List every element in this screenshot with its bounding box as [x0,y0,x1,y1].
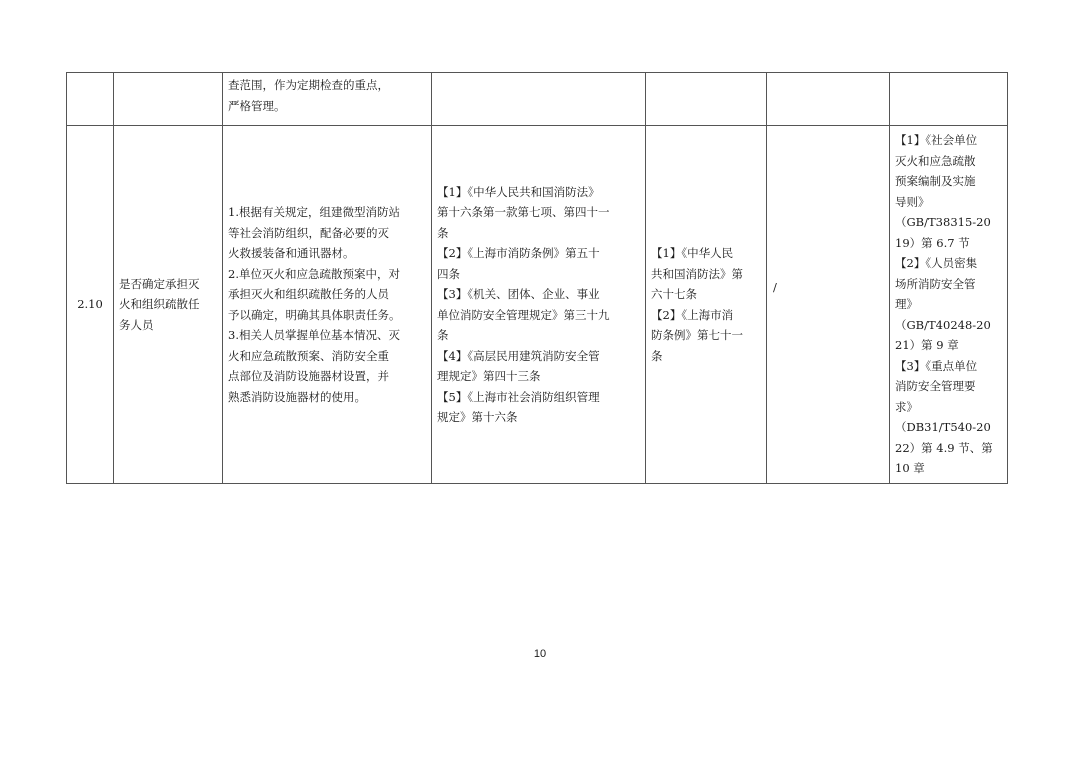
measure-text-line: 火和应急疏散预案、消防安全重 [228,348,389,363]
item-cell [114,73,223,126]
basis-text-line: 【5】《上海市社会消防组织管理 [437,389,600,404]
standard-cell [890,126,1008,484]
item-text-line: 火和组织疏散任 [119,297,200,312]
penalty-cell [646,73,767,126]
standard-text-line: （DB31/T540-20 [895,420,991,435]
basis-text-line: 理规定》第四十三条 [437,369,541,383]
item-text-line: 务人员 [119,317,154,332]
basis-text-line: 单位消防安全管理规定》第三十九 [437,307,610,322]
penalty-text-line: 共和国消防法》第 [651,266,743,281]
table-row-2-10 [67,126,1008,484]
regulation-table [66,72,1008,484]
table-row-continued [67,73,1008,126]
page-number: 10 [533,648,547,660]
standard-text-line: 10 章 [895,461,925,476]
measure-cell [223,73,432,126]
standard-text-line: 求》 [895,399,918,414]
standard-text-line: 【1】《社会单位 [895,133,978,148]
measure-text-line: 火救援装备和通讯器材。 [228,246,355,260]
penalty-text-line: 条 [651,348,663,363]
standard-text-line: 灭火和应急疏散 [895,153,976,168]
other-value: / [773,280,777,295]
standard-text-line: 22）第 4.9 节、第 [895,440,993,455]
other-cell [767,126,890,484]
standard-text-line: 预案编制及实施 [895,174,976,189]
basis-text-line: 第十六条第一款第七项、第四十一 [437,205,610,219]
standard-text-line: 【2】《人员密集 [895,256,978,271]
item-text-line: 是否确定承担灭 [119,276,200,291]
measure-text-line: 严格管理。 [228,98,286,113]
measure-text-line: 1.根据有关规定，组建微型消防站 [228,205,400,219]
standard-text-line: 【3】《重点单位 [895,358,978,373]
measure-cell [223,126,432,484]
basis-text-line: 四条 [437,266,460,281]
measure-text-line: 等社会消防组织，配备必要的灭 [228,225,389,240]
item-cell [114,126,223,484]
measure-text-line: 2.单位灭火和应急疏散预案中，对 [228,266,400,281]
other-cell [767,73,890,126]
penalty-text-line: 六十七条 [651,287,697,301]
measure-text-line: 承担灭火和组织疏散任务的人员 [228,287,389,301]
basis-text-line: 条 [437,225,449,240]
standard-text-line: （GB/T38315-20 [895,215,991,230]
basis-text-line: 【2】《上海市消防条例》第五十 [437,246,600,260]
standard-text-line: （GB/T40248-20 [895,317,991,332]
standard-text-line: 场所消防安全管 [895,276,976,291]
penalty-text-line: 防条例》第七十一 [651,328,743,342]
standard-text-line: 19）第 6.7 节 [895,235,970,250]
index-cell [67,126,114,484]
basis-text-line: 【1】《中华人民共和国消防法》 [437,184,600,199]
standard-text-line: 理》 [895,297,918,312]
basis-cell [432,73,646,126]
measure-text-line: 点部位及消防设施器材设置，并 [228,369,389,383]
penalty-cell [646,126,767,484]
measure-text-line: 予以确定，明确其具体职责任务。 [228,307,401,322]
measure-text-line: 查范围，作为定期检查的重点， [228,78,389,92]
standard-text-line: 消防安全管理要 [895,379,976,394]
basis-text-line: 条 [437,328,449,342]
measure-text-line: 3.相关人员掌握单位基本情况、灭 [228,328,400,342]
row-index: 2.10 [77,297,103,312]
basis-text-line: 【4】《高层民用建筑消防安全管 [437,348,600,363]
standard-text-line: 导则》 [895,194,930,209]
penalty-text-line: 【1】《中华人民 [651,246,734,260]
index-cell [67,73,114,126]
standard-text-line: 21）第 9 章 [895,338,959,353]
basis-text-line: 规定》第十六条 [437,410,518,424]
basis-cell [432,126,646,484]
measure-text-line: 熟悉消防设施器材的使用。 [228,389,366,404]
penalty-text-line: 【2】《上海市消 [651,307,734,322]
basis-text-line: 【3】《机关、团体、企业、事业 [437,287,600,301]
standard-cell [890,73,1008,126]
